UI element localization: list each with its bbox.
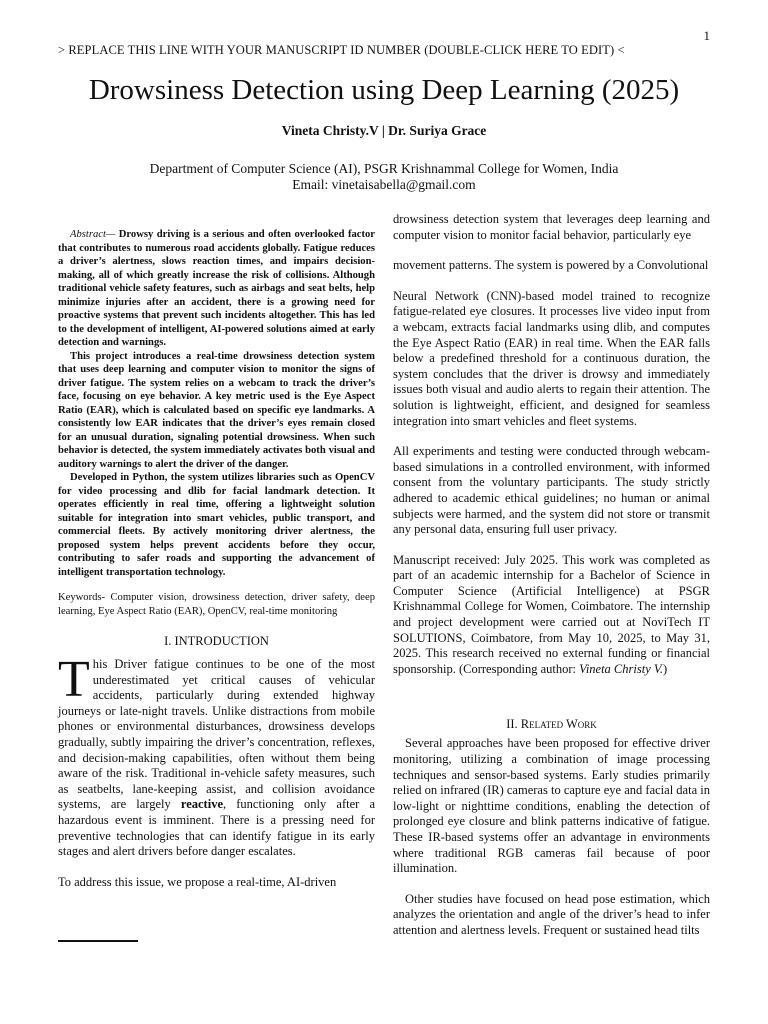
page-number: 1 bbox=[703, 28, 710, 43]
affiliation-block bbox=[0, 161, 768, 193]
right-paragraph-3: Neural Network (CNN)-based model trained to recognize fatigue-related eye closures. It processes live video input from a webcam, extracts facial landmarks using dlib, and computes the Eye Aspect Ratio (EAR) in real time. When the EAR falls below a predefined threshold for a continuous duration, the system concludes that the driver is drowsy and immediately issues both visual and audio alerts to regain their attention. The solution is lightweight, efficient, and designed for seamless integration into smart vehicles and fleet systems. bbox=[393, 288, 710, 428]
corresponding-author: Vineta Christy V. bbox=[579, 661, 664, 676]
intro-bold-term: reactive bbox=[180, 797, 223, 812]
footnote-rule bbox=[58, 940, 138, 942]
abstract bbox=[58, 228, 375, 579]
right-paragraph-2: movement patterns. The system is powered by a Convolutional bbox=[393, 258, 709, 273]
email: Email: vinetaisabella@gmail.com bbox=[292, 177, 476, 192]
intro-text-1a: his Driver fatigue continues to be one of the most underestimated yet critical causes of vehicular accidents, particularly during extended highway journeys or late-night travels. Unlike distractions from mobile phones or environmental disturbances, drowsiness develops gradually, subtly impairing the driver’s concentration, reflexes, and decision-making capabilities, often without them being aware of the risk. Traditional in-vehicle safety measures, such as seatbelts, lane-keeping assist, and collision avoidance systems, are largely bbox=[58, 657, 375, 812]
right-column bbox=[393, 212, 710, 939]
authors: Vineta Christy.V | Dr. Suriya Grace bbox=[281, 123, 487, 138]
affiliation: Department of Computer Science (AI), PSGR Krishnammal College for Women, India bbox=[149, 161, 619, 176]
related-work-paragraph-1: Several approaches have been proposed for effective driver monitoring, utilizing a combination of image processing techniques and sensor-based systems. Early studies primarily relied on infrared (IR) cameras to capture eye and facial data in low-light or nighttime conditions, enabling the detection of prolonged eye closure and blink patterns indicative of fatigue. These IR-based systems offer an advantage in environments where traditional RGB cameras fail because of poor illumination. bbox=[393, 736, 710, 876]
abstract-paragraph-3: Developed in Python, the system utilizes libraries such as OpenCV for video processing and dlib for facial landmark detection. It operates efficiently in real time, offering a lightweight solution suitable for integration into smart vehicles, public transport, and commercial fleets. By actively monitoring driver alertness, the proposed system helps prevent accidents before they occur, contributing to safer roads and supporting the advancement of intelligent transportation technology. bbox=[58, 472, 375, 578]
right-paragraph-4: All experiments and testing were conducted through webcam-based simulations in a controlled environment, with informed consent from the voluntary participants. The study strictly adhered to academic ethical guidelines; no human or animal subjects were harmed, and the system did not store or transmit any personal data, ensuring full user privacy. bbox=[393, 444, 710, 537]
section-heading-related-work: II. Related Work bbox=[506, 717, 597, 732]
abstract-lead: Abstract— bbox=[70, 229, 116, 240]
intro-text-1b: , functioning only after a hazardous event is imminent. There is a pressing need for preventive technologies that can identify fatigue in its early stages and alert drivers before danger escalates. bbox=[58, 797, 376, 859]
intro-paragraph-2: To address this issue, we propose a real-time, AI-driven bbox=[58, 874, 337, 889]
abstract-text-1: Drowsy driving is a serious and often overlooked factor that contributes to numerous road accidents globally. Fatigue reduces a driver’s alertness, slows reaction times, and impairs decision-making, all of which greatly increase the risk of collisions. Although traditional vehicle safety features, such as airbags and seat belts, help minimize injuries after an accident, there is a growing need for proactive systems that prevent such incidents altogether. This has led to the development of intelligent, AI-powered solutions aimed at early detection and warnings. bbox=[58, 229, 375, 348]
right-paragraph-1: drowsiness detection system that leverages deep learning and computer vision to monitor facial behavior, particularly eye bbox=[393, 212, 710, 242]
left-column bbox=[58, 228, 375, 890]
manuscript-note-text: Manuscript received: July 2025. This work was completed as part of an academic internship for a Bachelor of Science in Computer Science (Artificial Intelligence) at PSGR Krishnammal College for Women, Coimbatore. The internship and project development were carried out at NoviTech IT SOLUTIONS, Coimbatore, from May 10, 2025, to May 31, 2025. This research received no external funding or financial sponsorship. (Corresponding author: bbox=[393, 552, 710, 676]
manuscript-note bbox=[393, 553, 710, 678]
manuscript-note-end: ) bbox=[663, 661, 668, 676]
abstract-paragraph-2: This project introduces a real-time drowsiness detection system that uses deep learning and computer vision to monitor the signs of driver fatigue. The system relies on a webcam to track the driver’s face, focusing on eye behavior. A key metric used is the Eye Aspect Ratio (EAR), which is calculated based on specific eye landmarks. A consistently low EAR indicates that the driver’s eyes remain closed for an unusual duration, signaling potential drowsiness. When such behavior is detected, the system immediately activates both visual and auditory warnings to alert the driver of the danger. bbox=[58, 350, 375, 470]
drop-cap: T bbox=[58, 651, 90, 708]
abstract-paragraph-1 bbox=[58, 228, 375, 350]
related-work-paragraph-2: Other studies have focused on head pose estimation, which analyzes the orientation and angle of the driver’s head to infer attention and alertness levels. Frequent or sustained head tilts bbox=[393, 891, 710, 937]
section-heading-introduction: I. INTRODUCTION bbox=[164, 634, 269, 648]
manuscript-header[interactable]: > REPLACE THIS LINE WITH YOUR MANUSCRIPT ID NUMBER (DOUBLE-CLICK HERE TO EDIT) < bbox=[58, 43, 625, 57]
paper-title: Drowsiness Detection using Deep Learning (2025) bbox=[88, 74, 680, 106]
intro-paragraph-1 bbox=[58, 651, 376, 860]
keywords: Keywords- Computer vision, drowsiness detection, driver safety, deep learning, Eye Aspect Ratio (EAR), OpenCV, real-time monitoring bbox=[58, 592, 375, 617]
